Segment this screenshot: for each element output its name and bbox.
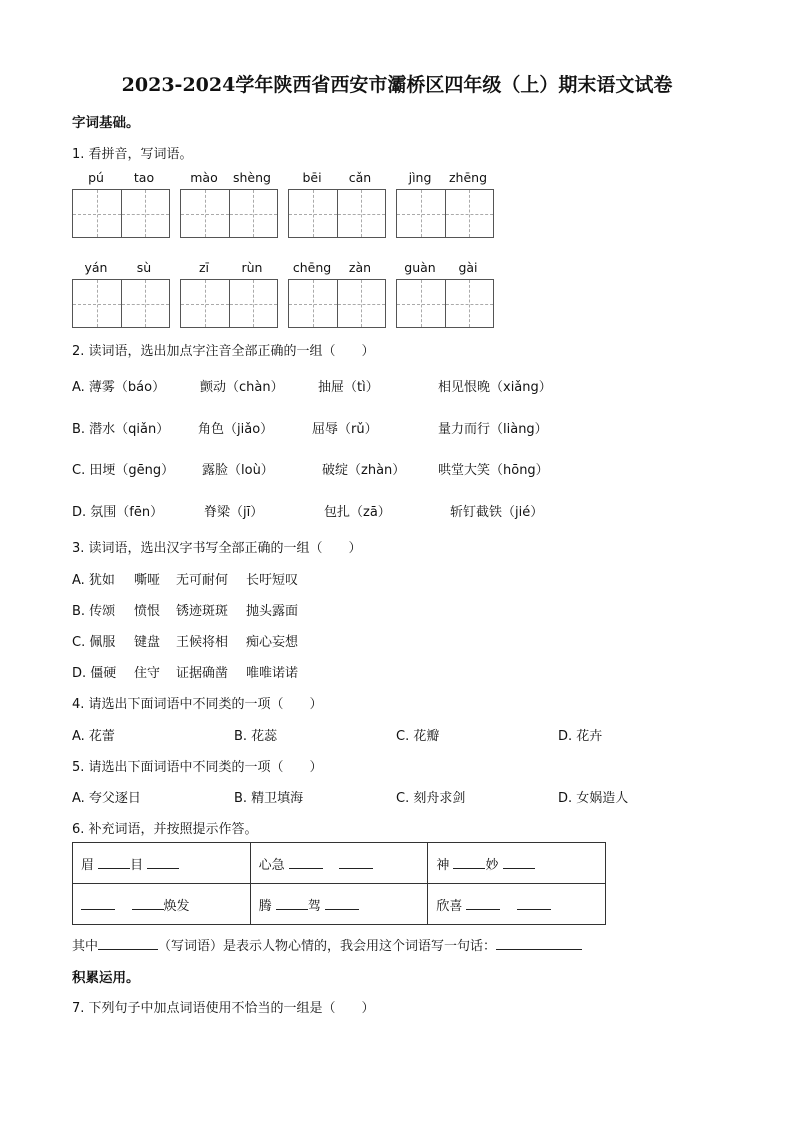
pinyin-syllable: rùn <box>241 260 263 275</box>
blank[interactable] <box>496 937 582 950</box>
blank[interactable] <box>289 856 323 869</box>
writing-grid[interactable] <box>72 189 170 238</box>
fill-cell[interactable] <box>428 843 606 884</box>
blank[interactable] <box>453 856 485 869</box>
writing-grid[interactable] <box>72 279 170 328</box>
option-3d-word: 住守 <box>134 666 161 681</box>
question-1-prompt: 1. 看拼音，写词语。 <box>72 147 193 162</box>
blank[interactable] <box>276 897 308 910</box>
option-3d-word: 证据确凿 <box>176 666 229 681</box>
question-4-prompt: 4. 请选出下面词语中不同类的一项（ ） <box>72 697 323 712</box>
question-2-prompt: 2. 读词语，选出加点字注音全部正确的一组（ ） <box>72 344 375 359</box>
option-3b-word: 抛头露面 <box>246 604 299 619</box>
option-2a[interactable]: A. 薄雾（báo） <box>72 380 166 395</box>
question-5-prompt: 5. 请选出下面词语中不同类的一项（ ） <box>72 760 323 775</box>
pinyin-syllable: zī <box>198 260 210 275</box>
fill-cell[interactable] <box>73 843 251 884</box>
option-3b-word: 愤恨 <box>134 604 161 619</box>
pinyin-box-chengzan <box>288 260 386 326</box>
option-5c[interactable]: C. 刻舟求剑 <box>396 791 466 806</box>
fill-char: 腾 <box>258 898 272 914</box>
fill-word: 欣喜 <box>436 898 463 914</box>
option-2d[interactable]: D. 氛围（fēn） <box>72 505 164 520</box>
option-3c[interactable]: C. 佩服 <box>72 635 116 650</box>
blank[interactable] <box>325 897 359 910</box>
blank[interactable] <box>339 856 373 869</box>
option-3b[interactable]: B. 传颂 <box>72 604 116 619</box>
pinyin-syllable: guàn <box>404 260 436 275</box>
writing-grid[interactable] <box>180 279 278 328</box>
pinyin-syllable: cǎn <box>348 170 372 185</box>
question-6-prompt: 6. 补充词语，并按照提示作答。 <box>72 822 258 837</box>
fill-char: 妙 <box>485 857 499 873</box>
pinyin-syllable: shèng <box>233 170 271 185</box>
pinyin-box-jingzheng <box>396 170 494 236</box>
fill-word: 焕发 <box>163 898 190 914</box>
followup-text: （写词语）是表示人物心情的，我会用这个词语写一句话： <box>158 939 497 954</box>
pinyin-box-guangai <box>396 260 494 326</box>
writing-grid[interactable] <box>180 189 278 238</box>
option-5a[interactable]: A. 夸父逐日 <box>72 791 141 806</box>
blank[interactable] <box>98 937 158 950</box>
question-6-followup <box>72 935 582 954</box>
option-2d-word: 斩钉截铁（jié） <box>450 505 544 520</box>
pinyin-box-beican <box>288 170 386 236</box>
option-2d-word: 脊梁（jī） <box>204 505 264 520</box>
option-2b-word: 量力而行（liàng） <box>438 422 548 437</box>
pinyin-syllable: bēi <box>302 170 322 185</box>
option-2a-word: 抽屉（tì） <box>318 380 379 395</box>
fill-cell[interactable] <box>250 884 428 925</box>
pinyin-syllable: zàn <box>348 260 372 275</box>
blank[interactable] <box>517 897 551 910</box>
section-heading-usage: 积累运用。 <box>72 970 140 986</box>
option-2b-word: 角色（jiǎo） <box>198 422 274 437</box>
option-4c[interactable]: C. 花瓣 <box>396 729 440 744</box>
blank[interactable] <box>132 897 164 910</box>
option-4a[interactable]: A. 花蕾 <box>72 729 115 744</box>
fill-word: 心急 <box>258 857 285 873</box>
option-5b[interactable]: B. 精卫填海 <box>234 791 304 806</box>
option-4b[interactable]: B. 花蕊 <box>234 729 278 744</box>
option-2b[interactable]: B. 潜水（qiǎn） <box>72 422 170 437</box>
fill-cell[interactable] <box>250 843 428 884</box>
option-2c-word: 露脸（loù） <box>202 463 274 478</box>
writing-grid[interactable] <box>288 279 386 328</box>
option-2c-word: 哄堂大笑（hōng） <box>438 463 549 478</box>
option-4d[interactable]: D. 花卉 <box>558 729 603 744</box>
blank[interactable] <box>503 856 535 869</box>
option-3d-word: 唯唯诺诺 <box>246 666 299 681</box>
followup-prefix: 其中 <box>72 939 99 954</box>
page-title: 2023-2024学年陕西省西安市灞桥区四年级（上）期末语文试卷 <box>121 74 673 96</box>
option-3a[interactable]: A. 犹如 <box>72 573 115 588</box>
pinyin-box-maosheng <box>180 170 278 236</box>
pinyin-syllable: mào <box>190 170 218 185</box>
option-2c[interactable]: C. 田埂（gēng） <box>72 463 175 478</box>
option-3a-word: 无可耐何 <box>176 573 229 588</box>
blank[interactable] <box>81 897 115 910</box>
option-2c-word: 破绽（zhàn） <box>322 463 406 478</box>
option-3a-word: 嘶哑 <box>134 573 161 588</box>
section-heading-basics: 字词基础。 <box>72 115 140 131</box>
pinyin-syllable: jìng <box>408 170 432 185</box>
pinyin-syllable: yán <box>84 260 108 275</box>
pinyin-syllable: zhēng <box>448 170 488 185</box>
option-2a-word: 相见恨晚（xiǎng） <box>438 380 552 395</box>
writing-grid[interactable] <box>396 189 494 238</box>
question-7-prompt: 7. 下列句子中加点词语使用不恰当的一组是（ ） <box>72 1001 375 1016</box>
pinyin-syllable: chēng <box>292 260 332 275</box>
pinyin-box-zirun <box>180 260 278 326</box>
fill-in-table <box>72 842 606 925</box>
fill-char: 目 <box>130 857 144 873</box>
option-3b-word: 锈迹斑斑 <box>176 604 229 619</box>
pinyin-box-yansu <box>72 260 170 326</box>
blank[interactable] <box>98 856 130 869</box>
fill-char: 驾 <box>307 898 321 914</box>
blank[interactable] <box>147 856 179 869</box>
fill-char: 神 <box>436 857 450 873</box>
writing-grid[interactable] <box>396 279 494 328</box>
option-2b-word: 屈辱（rǔ） <box>312 422 378 437</box>
option-2d-word: 包扎（zā） <box>324 505 391 520</box>
pinyin-syllable: tao <box>133 170 155 185</box>
option-3c-word: 痴心妄想 <box>246 635 299 650</box>
option-3a-word: 长吁短叹 <box>246 573 299 588</box>
pinyin-syllable: sù <box>136 260 152 275</box>
option-5d[interactable]: D. 女娲造人 <box>558 791 629 806</box>
pinyin-syllable: pú <box>88 170 104 185</box>
question-3-prompt: 3. 读词语，选出汉字书写全部正确的一组（ ） <box>72 541 362 556</box>
option-3c-word: 王候将相 <box>176 635 229 650</box>
option-2a-word: 颤动（chàn） <box>200 380 284 395</box>
fill-cell[interactable] <box>73 884 251 925</box>
pinyin-syllable: gài <box>458 260 478 275</box>
fill-cell[interactable] <box>428 884 606 925</box>
option-3d[interactable]: D. 僵硬 <box>72 666 117 681</box>
blank[interactable] <box>466 897 500 910</box>
pinyin-box-putao <box>72 170 170 236</box>
fill-char: 眉 <box>81 857 95 873</box>
writing-grid[interactable] <box>288 189 386 238</box>
option-3c-word: 键盘 <box>134 635 161 650</box>
